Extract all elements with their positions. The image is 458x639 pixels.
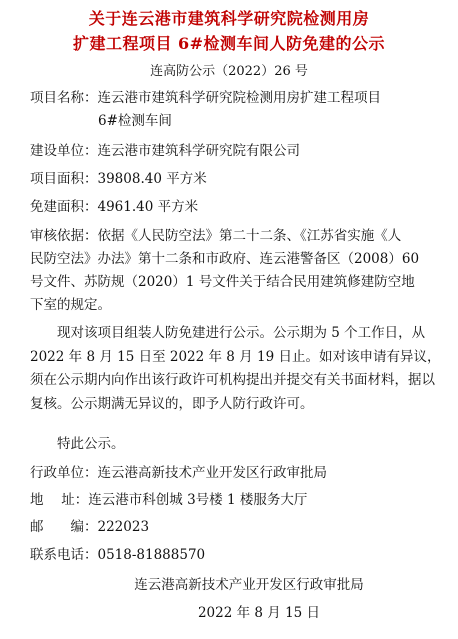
title-line-2: 扩建工程项目 6#检测车间人防免建的公示 (72, 34, 386, 53)
area-row (30, 167, 207, 187)
builder-row (30, 139, 300, 159)
admin-row (30, 461, 327, 481)
body-paragraph: 现对该项目组装人防免建进行公示。公示期为 5 个工作日，从 2022 年 8 月 15 日至 2022 年 8 月 19 日止。如对该申请有异议，须在公示期内向作出该行政许可机构提出并提交有关书面材料，据以复核。公示期满无异议的，即予人防行政许可。 (30, 325, 441, 412)
basis-line-2: 民防空法》办法》第十二条和市政府、连云港警备区（2008）60 (30, 251, 420, 267)
admin-value: 连云港高新技术产业开发区行政审批局 (97, 465, 327, 481)
basis-line-3: 号文件、苏防规（2020）1 号文件关于结合民用建筑修建防空地 (30, 274, 415, 290)
postcode-value: 222023 (97, 519, 150, 535)
title-line-1: 关于连云港市建筑科学研究院检测用房 (88, 9, 370, 28)
project-name-row (30, 86, 381, 106)
admin-label: 行政单位： (30, 465, 98, 481)
postcode-label: 邮 编： (30, 519, 98, 535)
basis-line-4: 下室的规定。 (30, 297, 111, 313)
address-row (30, 488, 307, 508)
phone-label: 联系电话： (30, 547, 98, 563)
project-name-value: 连云港市建筑科学研究院检测用房扩建工程项目 (97, 90, 381, 106)
postcode-row (30, 515, 149, 535)
exempt-area-row (30, 195, 198, 215)
address-label: 地 址： (30, 492, 89, 508)
signature: 连云港高新技术产业开发区行政审批局 (134, 577, 364, 593)
phone-row (30, 543, 205, 563)
date: 2022 年 8 月 15 日 (197, 605, 321, 621)
basis-line-1: 审核依据：依据《人民防空法》第二十二条、《江苏省实施《人 (30, 228, 402, 244)
phone-value: 0518-81888570 (97, 547, 206, 563)
area-value: 39808.40 平方米 (97, 171, 207, 187)
address-value: 连云港市科创城 3号楼 1 楼服务大厅 (88, 492, 308, 508)
area-label: 项目面积： (30, 171, 98, 187)
exempt-area-label: 免建面积： (30, 199, 98, 215)
notice-text: 特此公示。 (57, 436, 125, 452)
project-name-value-cont: 6#检测车间 (98, 113, 172, 129)
builder-value: 连云港市建筑科学研究院有限公司 (97, 143, 300, 159)
document-number: 连高防公示（2022）26 号 (150, 64, 308, 79)
project-name-label: 项目名称： (30, 90, 98, 106)
exempt-area-value: 4961.40 平方米 (97, 199, 199, 215)
builder-label: 建设单位： (30, 143, 98, 159)
